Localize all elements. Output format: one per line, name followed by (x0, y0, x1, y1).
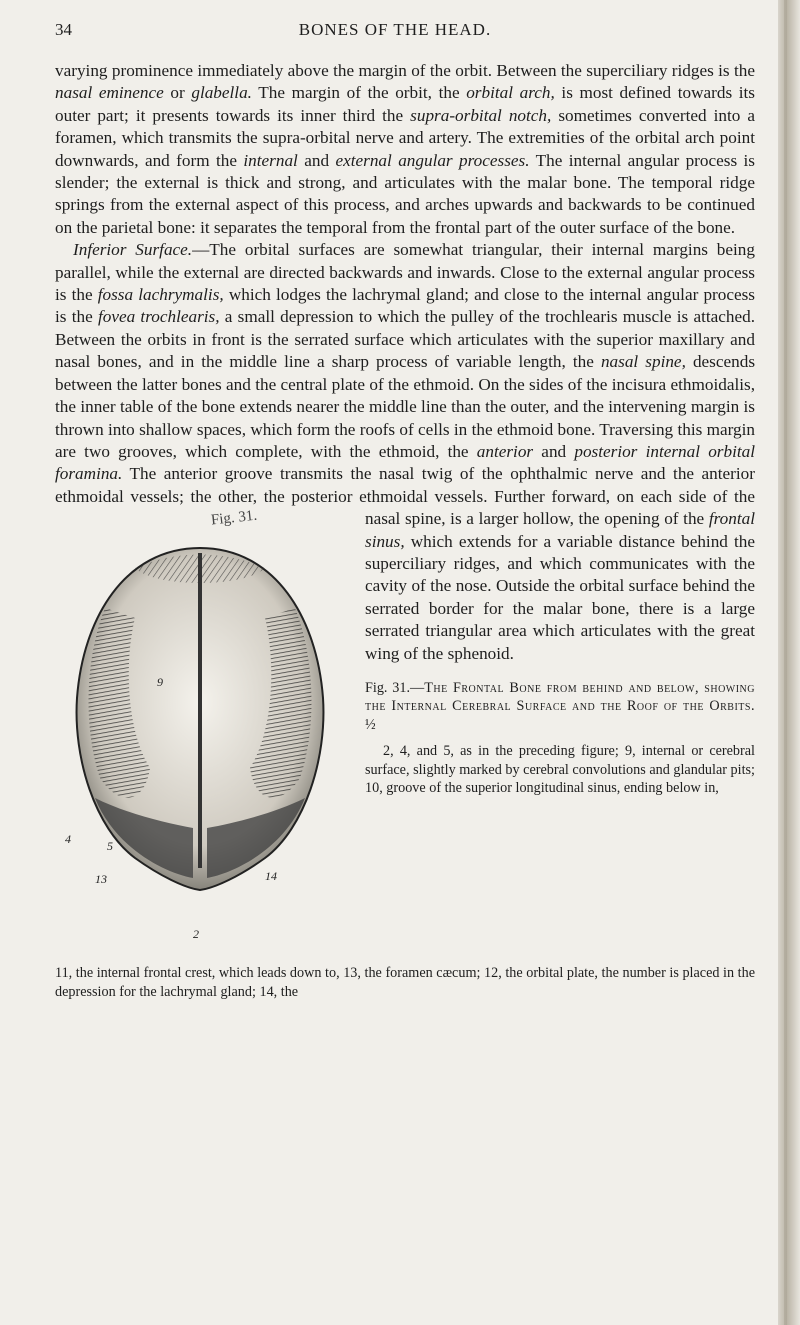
running-head: BONES OF THE HEAD. (298, 20, 492, 39)
page-number: 34 (55, 20, 72, 39)
figure-31 (55, 508, 355, 964)
caption-text-2: 11, the internal frontal crest, which leads down to, 13, the foramen cæcum; 12, the orbital plate, the number is placed in the depression for the lachrymal gland; 14, the (55, 965, 755, 1000)
figure-label: Fig. 31. (210, 507, 258, 529)
caption-text-1: 2, 4, and 5, as in the preceding figure; 9, internal or cerebral surface, slightly marked by cerebral convolutions and glandular pits; 10, groove of the superior longitudinal sinus, ending below in, (365, 743, 755, 796)
fig-number-2: 2 (193, 927, 199, 942)
fig-number-14: 14 (265, 869, 277, 884)
fig-number-5: 5 (107, 839, 113, 854)
fig-number-4: 4 (65, 832, 71, 847)
body-text (55, 60, 755, 1001)
frontal-bone-illustration (65, 528, 335, 958)
paragraph-2: Inferior Surface.—The orbital surfaces are somewhat triangular, their internal margins being parallel, while the external are directed backwards and inwards. Close to the external angular process is the fossa lachrymalis, which lodges the lachrymal gland; and close to the internal angular process is the fovea trochlearis, a small depression to which the pulley of the trochlearis muscle is attached. Between the orbits in front is the serrated surface which articulates with the superior maxillary and nasal bones, and in the middle line a sharp process of variable length, the nasal spine, descends between the latter bones and the central plate of the ethmoid. On the sides of the incisura ethmoidalis, the inner table of the bone extends nearer the middle line than the outer, and the intervening margin is thrown into shallow spaces, which form the roofs of cells in the ethmoid bone. Traversing this margin are two grooves, which complete, with the ethmoid, the anterior and posterior internal orbital foramina. The anterior groove transmits the nasal twig of the ophthalmic nerve and the anterior ethmoidal vessels; the other, the posterior ethmoidal vessels. Further forward, on each side of the nasal spine, is a larger hollow, the opening of the Fig. 31. 9 4 5 13 14 2 frontal sinus, which extends for a variable distance behind the superciliary ridges, and which communicates with the cavity of the nose. Outside the orbital surface behind the serrated border for the malar bone, there is a large serrated triangular area which articulates with the great wing of the sphenoid. (55, 239, 755, 665)
page-header (55, 20, 755, 50)
paragraph-1: varying prominence immediately above the margin of the orbit. Between the superciliary ridges is the nasal eminence or glabella. The margin of the orbit, the orbital arch, is most defined towards its outer part; it presents towards its inner third the supra-orbital notch, sometimes converted into a foramen, which transmits the supra-orbital nerve and artery. The extremities of the orbital arch point downwards, and form the internal and external angular processes. The internal angular process is slender; the external is thick and strong, and articulates with the malar bone. The temporal ridge springs from the external aspect of this process, and arches upwards and backwards to be continued on the parietal bone: it separates the temporal from the frontal part of the outer surface of the bone. (55, 61, 755, 237)
caption-title: Fig. 31.—The Frontal Bone from behind and below, showing the Internal Cerebral Surface and the Roof of the Orbits. ½ (365, 679, 756, 733)
fig-number-9: 9 (157, 675, 163, 690)
page-edge (778, 0, 800, 1325)
fig-number-13: 13 (95, 872, 107, 887)
